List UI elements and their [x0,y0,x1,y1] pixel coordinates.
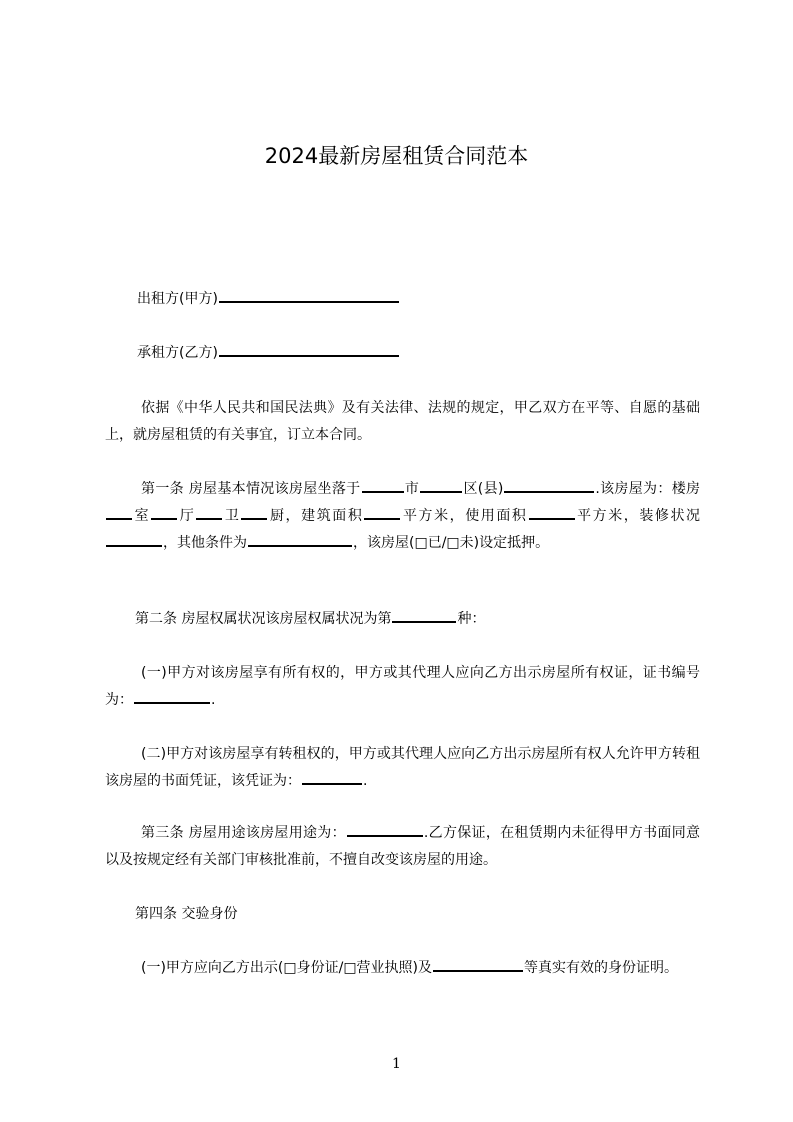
article-1-text: 市 [404,481,420,497]
page-number: 1 [392,1056,401,1072]
blank-halls [151,504,177,520]
article-1-text: ，其他条件为 [163,535,247,551]
blank-decoration [106,531,162,547]
article-1-text: .该房屋为：楼房 [595,481,701,497]
article-2-item-2 [105,741,700,795]
blank-certificate-number [134,688,210,704]
lessor-line [105,286,700,313]
blank-ownership-type [392,607,456,623]
blank-city [362,477,404,493]
article-2-item-1 [105,660,700,714]
blank-kitchens [241,504,267,520]
article-2-item-1-text: . [211,692,216,708]
blank-usable-area [529,504,575,520]
article-2-paragraph [105,606,700,633]
blank-sublease-certificate [302,769,362,785]
article-4-heading: 第四条 交验身份 [135,906,238,922]
article-1-text: 平方米，装修状况 [575,508,701,524]
blank-building-area [364,504,400,520]
article-4-item-1-text: (一)甲方应向乙方出示(□身份证/□营业执照)及 [141,960,433,976]
article-1-text: 厨，建筑面积 [268,508,364,524]
lessor-label: 出租方(甲方) [137,291,218,307]
blank-id-documents [433,956,523,972]
preamble-paragraph: 依据《中华人民共和国民法典》及有关法律、法规的规定，甲乙双方在平等、自愿的基础上，就房屋租赁的有关事宜，订立本合同。 [105,400,700,443]
blank-rooms [106,504,132,520]
blank-address [504,477,594,493]
article-2-item-1-text: (一)甲方对该房屋享有所有权的，甲方或其代理人应向乙方出示房屋所有权证，证书编号为： [105,665,700,708]
article-2-text: 种： [457,611,486,627]
blank-district [420,477,462,493]
article-1-text: ，该房屋(□已/□未)设定抵押。 [353,535,550,551]
article-1-text: 室 [133,508,151,524]
document-title: 2024最新房屋租赁合同范本 [264,144,529,168]
article-2-item-2-text: . [363,773,368,789]
article-2-text: 第二条 房屋权属状况该房屋权属状况为第 [135,611,392,627]
lessee-blank [219,341,399,357]
article-1-text: 平方米，使用面积 [401,508,528,524]
article-1-paragraph [105,476,700,557]
article-1-text: 第一条 房屋基本情况该房屋坐落于 [141,481,361,497]
lessee-line [105,340,700,367]
lessor-blank [219,287,399,303]
article-4-item-1-text: 等真实有效的身份证明。 [524,960,679,976]
article-1-text: 区(县) [463,481,504,497]
article-3-text: .乙方保证，在租赁期内未征得甲方书面同意以及按规定经有关部门审核批准前，不擅自改变该房屋的用途。 [105,825,700,868]
blank-house-use [347,821,423,837]
blank-other-conditions [248,531,352,547]
article-2-item-2-text: (二)甲方对该房屋享有转租权的，甲方或其代理人应向乙方出示房屋所有权人允许甲方转租该房屋的书面凭证，该凭证为： [105,746,700,789]
article-3-paragraph [105,820,700,874]
article-4-item-1 [105,955,700,982]
lessee-label: 承租方(乙方) [137,345,218,361]
article-1-text: 卫 [223,508,241,524]
blank-bathrooms [196,504,222,520]
article-1-text: 厅 [178,508,196,524]
article-3-text: 第三条 房屋用途该房屋用途为： [141,825,346,841]
